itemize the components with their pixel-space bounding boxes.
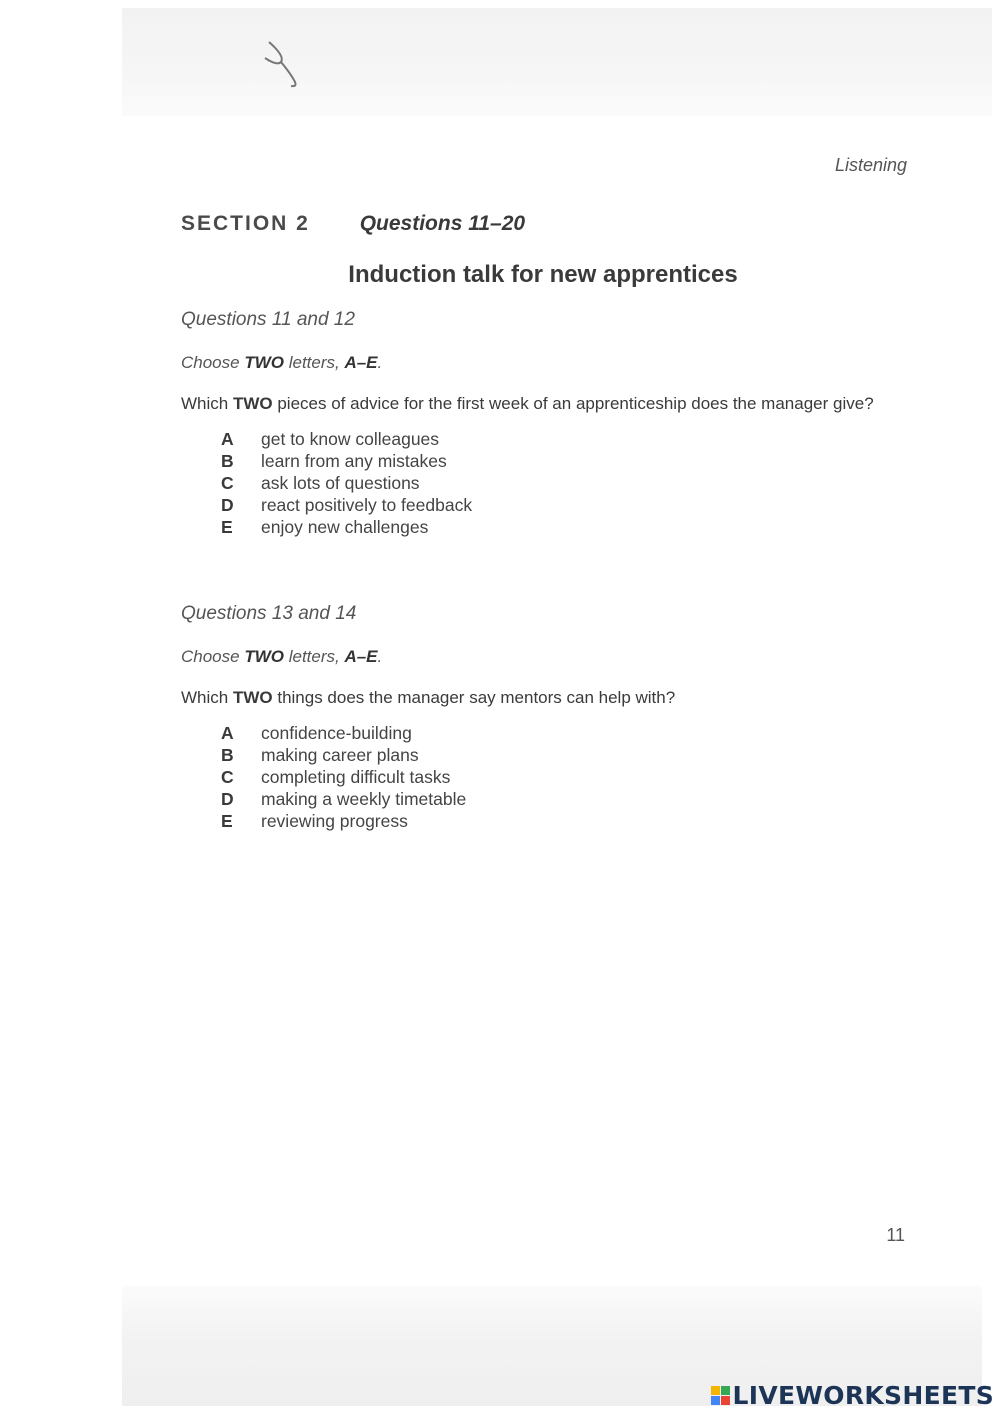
logo-square — [711, 1386, 720, 1395]
option-list — [221, 428, 874, 538]
question-text: Which — [181, 688, 233, 707]
question-range: Questions 11 and 12 — [181, 309, 355, 330]
logo-text: LIVEWORKSHEETS — [732, 1380, 994, 1410]
question-text: pieces of advice for the first week of an apprenticeship does the manager give? — [272, 394, 874, 413]
option-item[interactable] — [221, 516, 874, 538]
page-number: 11 — [886, 1225, 905, 1245]
running-head: Listening — [834, 155, 907, 175]
instruction-letters: A–E — [344, 353, 378, 372]
option-text: confidence-building — [261, 723, 412, 743]
option-item[interactable] — [221, 450, 874, 472]
option-text: reviewing progress — [261, 811, 408, 831]
option-letter: B — [221, 745, 234, 765]
option-letter: D — [221, 789, 234, 809]
section-heading — [181, 212, 525, 236]
option-text: learn from any mistakes — [261, 451, 447, 471]
option-item[interactable] — [221, 722, 675, 744]
question-group-13-14 — [181, 603, 675, 832]
option-letter: C — [221, 473, 234, 493]
liveworksheets-logo[interactable] — [711, 1380, 994, 1410]
option-item[interactable] — [221, 744, 675, 766]
option-item[interactable] — [221, 494, 874, 516]
option-list — [221, 722, 675, 832]
option-letter: B — [221, 451, 234, 471]
question-group-11-12 — [181, 309, 874, 538]
option-text: making a weekly timetable — [261, 789, 467, 809]
question-range: Questions 13 and 14 — [181, 603, 357, 624]
logo-square — [711, 1396, 720, 1405]
option-letter: E — [221, 517, 233, 537]
option-letter: A — [221, 429, 234, 449]
section-label: SECTION 2 — [181, 212, 310, 235]
option-text: react positively to feedback — [261, 495, 473, 515]
instruction-text: letters, — [283, 647, 345, 666]
option-item[interactable] — [221, 810, 675, 832]
logo-square — [721, 1396, 730, 1405]
option-text: enjoy new challenges — [261, 517, 429, 537]
question-text: Which — [181, 394, 233, 413]
option-item[interactable] — [221, 472, 874, 494]
instruction-count: TWO — [244, 647, 284, 666]
question-prompt — [181, 688, 675, 708]
handwritten-mark-icon — [255, 32, 315, 92]
scan-shadow-top — [122, 8, 992, 116]
option-letter: E — [221, 811, 233, 831]
instruction-text: . — [377, 353, 383, 372]
option-letter: C — [221, 767, 234, 787]
logo-square — [721, 1386, 730, 1395]
option-text: making career plans — [261, 745, 419, 765]
instruction-text: letters, — [283, 353, 345, 372]
option-text: get to know colleagues — [261, 429, 440, 449]
logo-grid-icon — [711, 1386, 730, 1405]
option-item[interactable] — [221, 788, 675, 810]
option-letter: A — [221, 723, 234, 743]
question-prompt — [181, 394, 874, 414]
section-question-range: Questions 11–20 — [359, 212, 526, 235]
instruction-text: . — [377, 647, 383, 666]
instruction-text: Choose — [181, 647, 245, 666]
question-text: things does the manager say mentors can help with? — [272, 688, 676, 707]
option-text: completing difficult tasks — [261, 767, 451, 787]
question-count: TWO — [232, 688, 273, 707]
option-letter: D — [221, 495, 234, 515]
instruction-letters: A–E — [344, 647, 378, 666]
question-count: TWO — [232, 394, 273, 413]
instruction-text: Choose — [181, 353, 245, 372]
instruction-count: TWO — [244, 353, 284, 372]
option-item[interactable] — [221, 766, 675, 788]
instruction — [181, 647, 675, 667]
option-text: ask lots of questions — [261, 473, 420, 493]
page-title: Induction talk for new apprentices — [348, 261, 738, 288]
option-item[interactable] — [221, 428, 874, 450]
instruction — [181, 353, 874, 373]
